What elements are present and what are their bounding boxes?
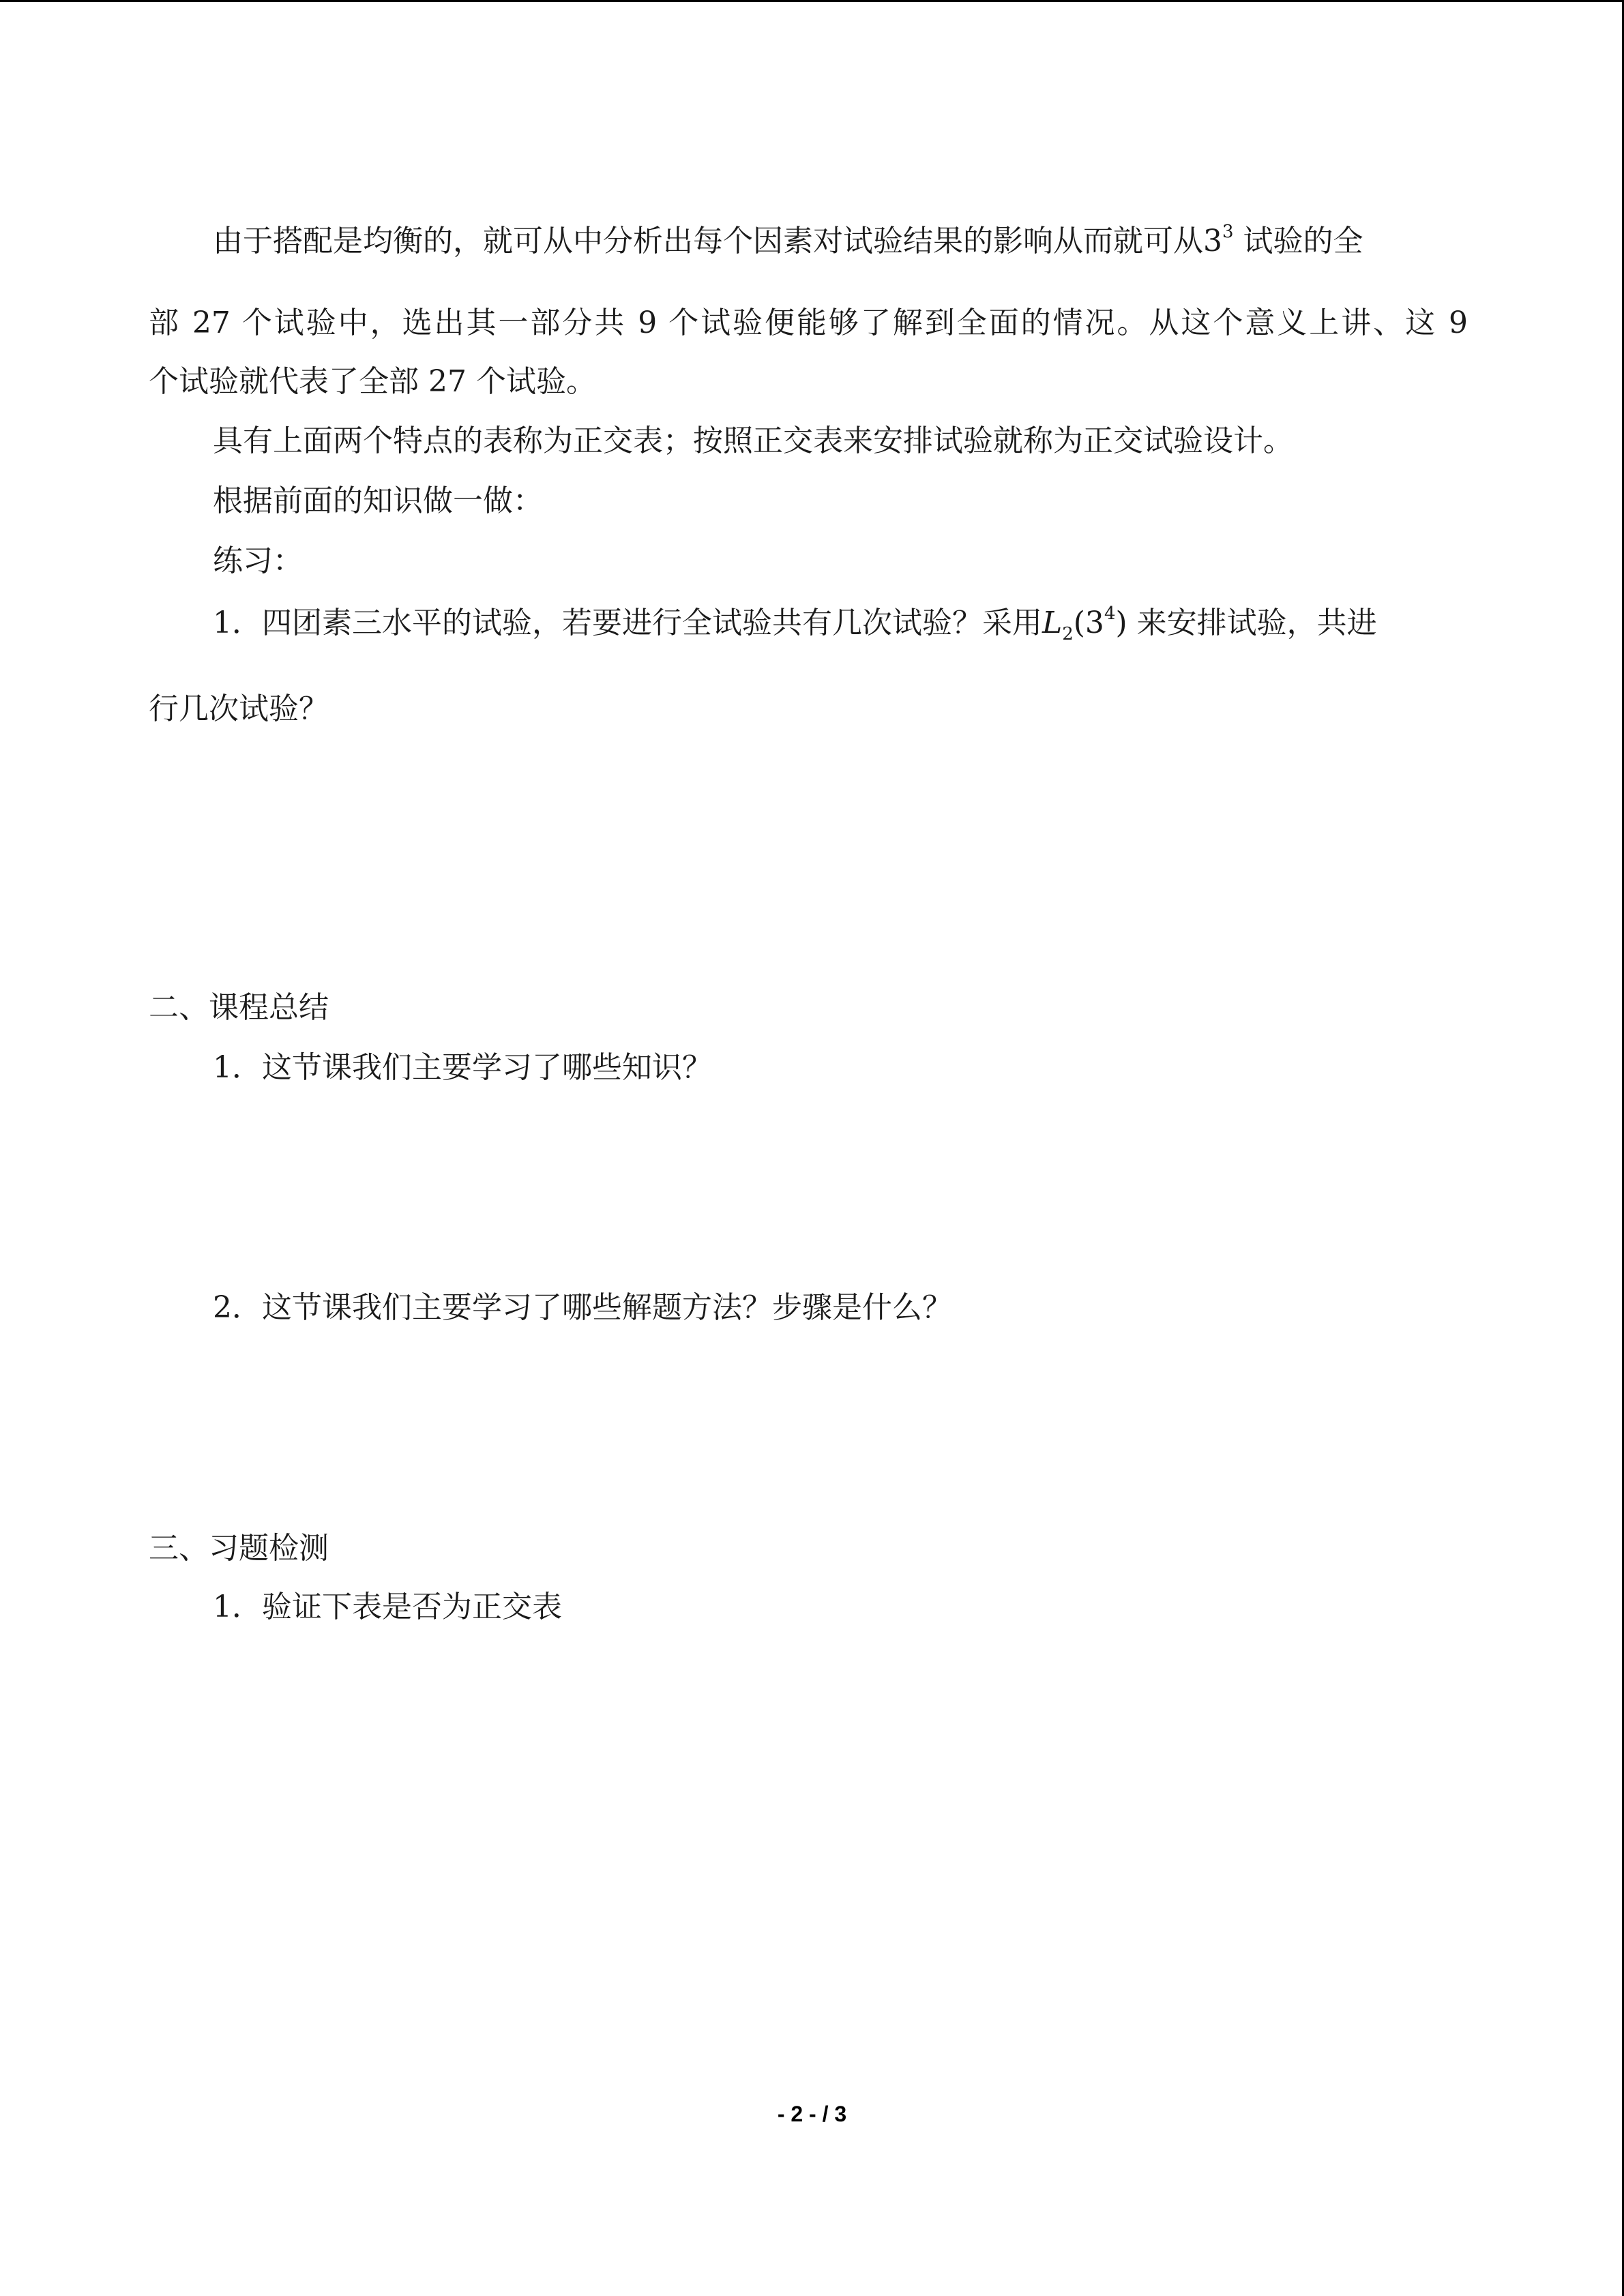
paragraph-2: 具有上面两个特点的表称为正交表；按照正交表来安排试验就称为正交试验设计。 <box>213 423 1293 458</box>
paragraph-1-text-end: 试验的全 <box>1243 224 1363 258</box>
practice-label: 练习： <box>213 543 303 578</box>
exercise-1-line-2: 行几次试验？ <box>149 691 329 726</box>
math-exponent: 4 <box>1104 603 1116 624</box>
exercise-1-line-1 <box>213 603 1377 644</box>
math-close: ) <box>1115 606 1127 640</box>
exercise-1-text: 1．四团素三水平的试验，若要进行全试验共有几次试验？采用 <box>213 606 1042 640</box>
power-base: 3 <box>1203 224 1222 258</box>
paragraph-3: 根据前面的知识做一做： <box>213 483 543 518</box>
section-3-heading: 三、习题检测 <box>149 1531 329 1566</box>
power-expression <box>1203 224 1234 258</box>
paragraph-1-line-3: 个试验就代表了全部 27 个试验。 <box>149 364 596 399</box>
paragraph-1-line-1 <box>213 221 1363 262</box>
paragraph-1-text: 由于搭配是均衡的，就可从中分析出每个因素对试验结果的影响从而就可从 <box>213 224 1203 258</box>
orthogonal-table-notation <box>1042 603 1127 644</box>
section-3-question-1: 1．验证下表是否为正交表 <box>213 1590 562 1624</box>
page-number: - 2 - / 3 <box>777 2102 847 2126</box>
section-2-heading: 二、课程总结 <box>149 990 329 1025</box>
math-l-subscript: 2 <box>1062 624 1074 644</box>
exercise-1-text-end: 来安排试验，共进 <box>1136 606 1377 640</box>
section-2-question-1: 1．这节课我们主要学习了哪些知识？ <box>213 1050 712 1085</box>
power-exponent: 3 <box>1222 222 1234 242</box>
section-2-question-2: 2．这节课我们主要学习了哪些解题方法？步骤是什么？ <box>213 1290 952 1325</box>
math-l: L <box>1042 606 1063 640</box>
page-top-border <box>0 0 1624 2</box>
paragraph-1-line-2: 部 27 个试验中，选出其一部分共 9 个试验便能够了解到全面的情况。从这个意义上讲、这 9 <box>149 305 1468 340</box>
math-open: (3 <box>1073 606 1104 640</box>
